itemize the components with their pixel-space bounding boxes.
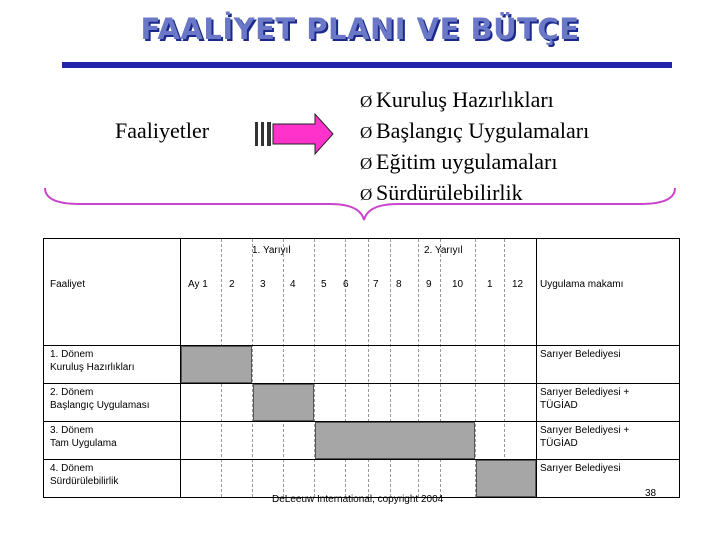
implementer-column-header: Uygulama makamı [540,279,624,290]
month-header: 7 [373,279,379,290]
curly-brace-icon [40,186,680,222]
semester-1-header: 1. Yarıyıl [252,245,291,256]
month-header: 9 [426,279,432,290]
row-divider [44,383,679,384]
bullet-item: Ø Eğitim uygulamaları [360,147,589,178]
month-header: 6 [343,279,349,290]
arrow-bullet-icon: Ø [360,92,373,111]
row-divider [44,345,679,346]
month-header: 5 [321,279,327,290]
page-title: FAALİYET PLANI VE BÜTÇE [140,12,580,46]
month-header: 8 [396,279,402,290]
right-arrow-icon [255,112,335,156]
month-header: Ay 1 [188,279,208,290]
table-row-activity: 1. Dönem Kuruluş Hazırlıkları [50,349,135,373]
table-row-implementer: Sarıyer Belediyesi [540,349,621,360]
month-header: 12 [512,279,524,290]
month-header: 10 [452,279,464,290]
gantt-table [43,238,680,498]
bullet-item: Ø Sürdürülebilirlik [360,178,589,209]
title-underline-bar [62,62,672,68]
arrow-bullet-icon: Ø [360,154,373,173]
gantt-bar [476,460,536,497]
gantt-bar [253,384,314,421]
month-header: 2 [229,279,235,290]
month-header: 4 [290,279,296,290]
arrow-bullet-icon: Ø [360,123,373,142]
faaliyetler-label: Faaliyetler [115,118,210,143]
bullet-item: Ø Başlangıç Uygulamaları [360,116,589,147]
month-header: 1 [487,279,493,290]
table-row-activity: 2. Dönem Başlangıç Uygulaması [50,387,150,411]
row-divider [44,459,679,460]
gantt-bar [181,346,252,383]
bullet-item: Ø Kuruluş Hazırlıkları [360,85,589,116]
table-row-implementer: Sarıyer Belediyesi + TÜGİAD [540,387,630,411]
copyright-footer: DeLeeuw International, copyright 2004 [272,494,444,505]
semester-2-header: 2. Yarıyıl [424,245,463,256]
table-row-activity: 4. Dönem Sürdürülebilirlik [50,463,119,487]
gantt-bar [315,422,475,459]
page-number: 38 [645,488,657,499]
table-row-implementer: Sarıyer Belediyesi + TÜGİAD [540,425,630,449]
month-header: 3 [260,279,266,290]
arrow-bullet-icon: Ø [360,185,373,204]
table-row-activity: 3. Dönem Tam Uygulama [50,425,117,449]
table-row-implementer: Sarıyer Belediyesi [540,463,621,474]
activity-column-header: Faaliyet [50,279,86,290]
